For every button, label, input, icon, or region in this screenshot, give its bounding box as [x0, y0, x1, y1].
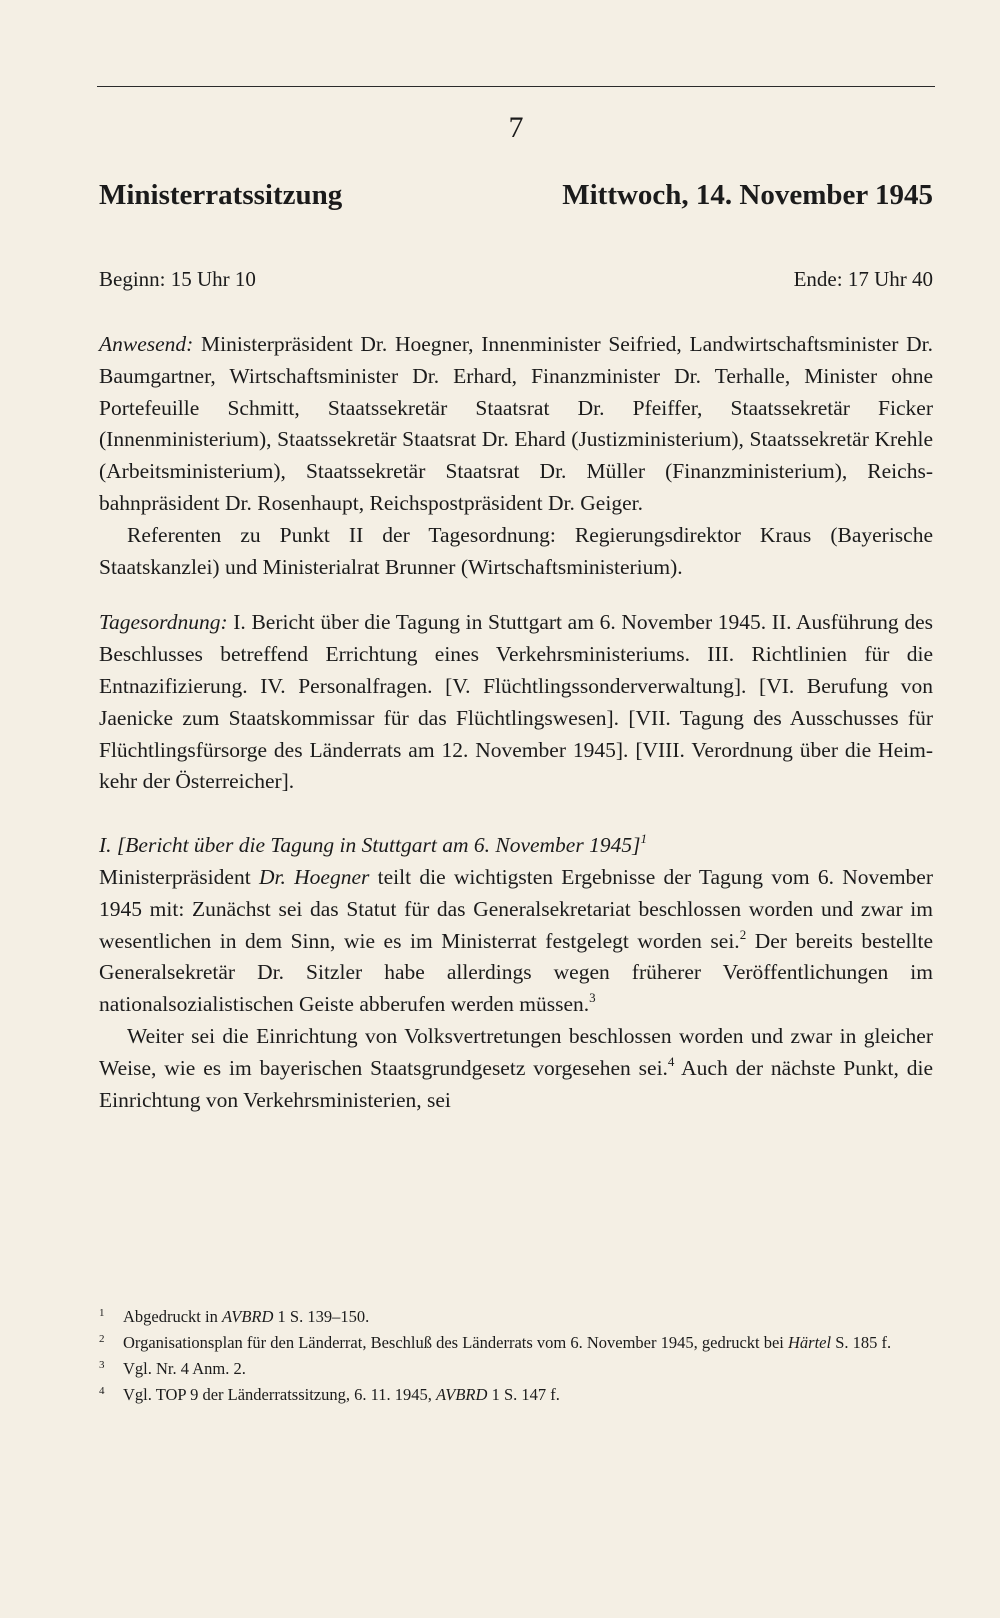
- footnotes: [99, 1304, 933, 1408]
- referents-paragraph: Referenten zu Punkt II der Tagesordnung: Regierungsdirektor Kraus (Bayerische Staatskanzlei) und Ministerialrat Brunner (Wirtschaftsministerium).: [99, 522, 933, 579]
- paragraph2-text-a: Weiter sei die Einrichtung von Volksvertretungen beschlossen worden und zwar in gleicher Weise, wie es im bayerischen Staatsgrundgesetz vorgesehen sei.: [99, 1023, 933, 1080]
- footnote-text: 1 S. 147 f.: [487, 1385, 560, 1404]
- agenda-text: I. Bericht über die Tagung in Stuttgart am 6. November 1945. II. Ausführung des Beschlusses betreffend Errichtung eines Verkehrsministeriums. III. Richtlinien für die Entnazifizierung. IV. Personalfragen. [V. Flüchtlingssonderverwaltung]. [VI. Berufung von Jaenicke zum Staatskommissar für das Flüchtlingswesen]. [VII. Tagung des Ausschusses für Flüchtlingsfürsorge des Länderrats am 12. November 1945]. [VIII. Verordnung über die Heimkehr der Österreicher].: [99, 610, 933, 794]
- footnote-italic: AVBRD: [221, 1307, 274, 1326]
- footnote-ref-1: 1: [640, 831, 647, 847]
- agenda-label: Tagesordnung:: [99, 610, 228, 635]
- footnote-text: Organisationsplan für den Länderrat, Beschluß des Länderrats vom 6. November 1945, gedruckt bei: [123, 1333, 789, 1352]
- speaker-name: Dr. Hoegner: [258, 864, 370, 889]
- attendance-paragraph: [99, 329, 933, 520]
- footnote: [99, 1304, 933, 1330]
- footnote-mark: 2: [99, 1333, 105, 1345]
- footnote: [99, 1330, 933, 1356]
- footnote-text: Abgedruckt in: [123, 1307, 222, 1326]
- footnote-ref-3: 3: [589, 990, 596, 1006]
- time-row: [99, 265, 933, 293]
- footnote: [99, 1382, 933, 1408]
- footnote-mark: 4: [99, 1385, 105, 1397]
- footnote-ref-2: 2: [739, 926, 747, 942]
- footnote-text: Vgl. TOP 9 der Länderratssitzung, 6. 11. 1945,: [123, 1385, 437, 1404]
- footnote-text: Vgl. Nr. 4 Anm. 2.: [123, 1359, 246, 1378]
- meeting-title: Ministerratssitzung: [99, 179, 343, 211]
- paragraph-hoegner-report: [99, 862, 933, 1021]
- agenda-paragraph: [99, 607, 933, 798]
- begin-time: Beginn: 15 Uhr 10: [99, 267, 256, 291]
- header-rule: [97, 86, 935, 87]
- meeting-date: Mittwoch, 14. November 1945: [562, 179, 933, 211]
- paragraph1-text-b: teilt die wichtigsten Ergebnisse der Tagung vom 6. November 1945 mit: Zunächst sei das Statut für das Generalsekretariat beschlossen worden und zwar im wesentlichen in dem Sinn, wie es im Ministerrat festgelegt worden sei.: [99, 864, 933, 953]
- footnote-italic: AVBRD: [436, 1385, 488, 1404]
- paragraph-volksvertretungen: [99, 1021, 933, 1116]
- paragraph1-text-a: Ministerpräsident: [99, 864, 259, 889]
- document-body: [99, 329, 933, 1116]
- footnote-mark: 1: [99, 1307, 105, 1319]
- paragraph1-text-c: Der bereits bestellte Generalsekretär Dr. Sitzler habe allerdings wegen früherer Veröffentlichungen im nationalsozialistischen Geiste abberufen werden müssen.: [99, 928, 933, 1017]
- section-heading: [99, 830, 933, 862]
- section-heading-text: I. [Bericht über die Tagung in Stuttgart am 6. November 1945]: [99, 833, 641, 858]
- attendance-text: Ministerpräsident Dr. Hoegner, Innenminister Seifried, Landwirtschaftsminister Dr. Baumgartner, Wirtschaftsminister Dr. Erhard, Finanzminister Dr. Terhalle, Minister ohne Portefeuille Schmitt, Staatssekretär Staatsrat Dr. Pfeiffer, Staatssekretär Ficker (Innenministerium), Staatssekretär Staatsrat Dr. Ehard (Justizministerium), Staatssekretär Krehle (Arbeitsministerium), Staatssekretär Staatsrat Dr. Müller (Finanzministerium), Reichsbahnpräsident Dr. Rosenhaupt, Reichspostpräsident Dr. Geiger.: [99, 332, 933, 515]
- paragraph2-text-b: Auch der nächste Punkt, die Einrichtung von Verkehrsministerien, sei: [99, 1055, 933, 1112]
- footnote-mark: 3: [99, 1359, 105, 1371]
- attendance-label: Anwesend:: [99, 332, 194, 356]
- title-row: [99, 178, 933, 212]
- footnote-text: S. 185 f.: [831, 1333, 892, 1352]
- footnote-text: 1 S. 139–150.: [273, 1307, 370, 1326]
- footnote-ref-4: 4: [667, 1053, 675, 1069]
- footnote-italic: Härtel: [788, 1333, 832, 1352]
- footnote: [99, 1356, 933, 1382]
- end-time: Ende: 17 Uhr 40: [793, 267, 933, 291]
- document-number: 7: [508, 111, 524, 144]
